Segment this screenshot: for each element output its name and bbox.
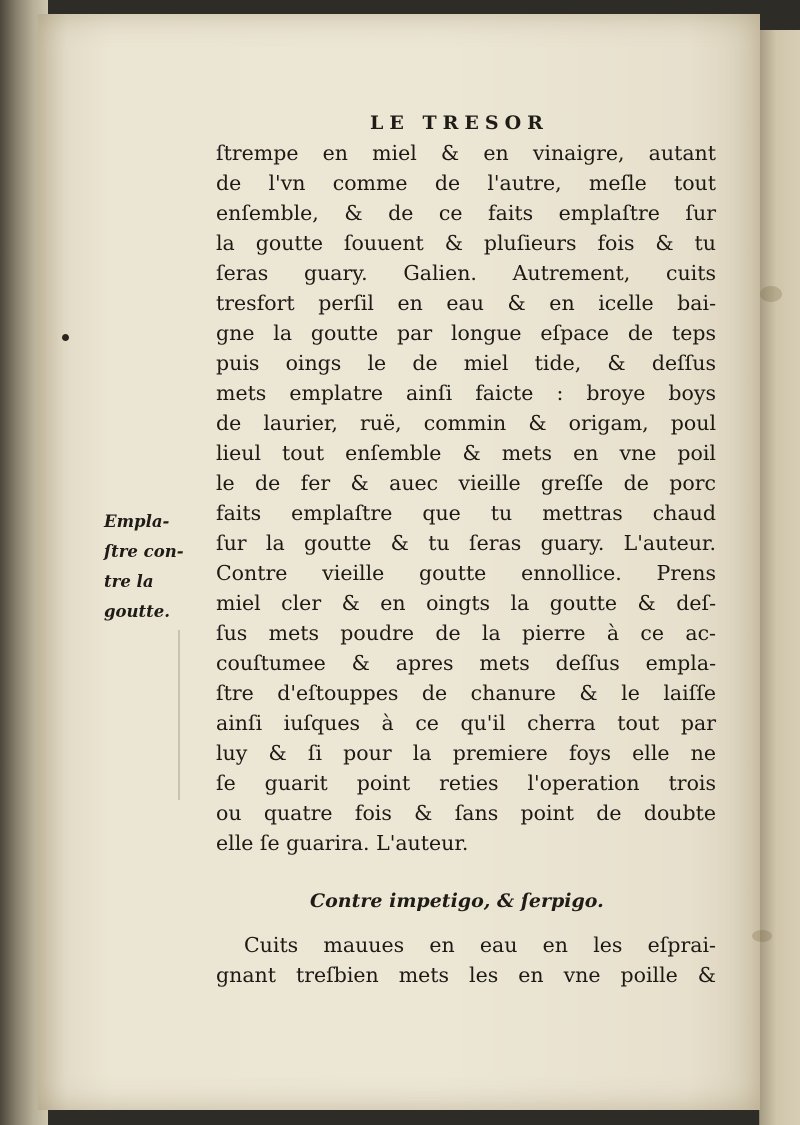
section-heading: Contre impetigo, & ſerpigo. xyxy=(310,890,604,912)
text-line: ou quatre fois & ſans point de doubte xyxy=(216,801,716,825)
text-line: lieul tout enſemble & mets en vne poil xyxy=(216,441,716,465)
paper-stain xyxy=(760,286,782,302)
facing-page-edge xyxy=(759,30,800,1125)
text-line: ſus mets poudre de la pierre à ce ac- xyxy=(216,621,716,645)
text-line: elle ſe guarira. L'auteur. xyxy=(216,831,469,855)
text-line: miel cler & en oingts la goutte & deſ- xyxy=(216,591,716,615)
text-line: de l'vn comme de l'autre, meſle tout xyxy=(216,171,716,195)
text-line: ſe guarit point reties l'operation trois xyxy=(216,771,716,795)
paper-stain xyxy=(752,930,772,942)
text-line: mets emplatre ainſi faicte : broye boys xyxy=(216,381,716,405)
text-line: de laurier, ruë, commin & origam, poul xyxy=(216,411,716,435)
faint-rule xyxy=(178,630,180,800)
text-line: luy & ſi pour la premiere foys elle ne xyxy=(216,741,716,765)
text-line: enſemble, & de ce faits emplaſtre ſur xyxy=(216,201,716,225)
marginal-note-line: tre la xyxy=(104,572,154,591)
text-line: gne la goutte par longue eſpace de teps xyxy=(216,321,716,345)
marginal-note xyxy=(104,507,204,627)
text-line: la goutte ſouuent & pluſieurs fois & tu xyxy=(216,231,716,255)
text-line: le de fer & auec vieille greſſe de porc xyxy=(216,471,716,495)
ink-dot xyxy=(62,334,69,341)
text-line: couſtumee & apres mets deſſus empla- xyxy=(216,651,716,675)
text-line: ainſi iuſques à ce qu'il cherra tout par xyxy=(216,711,716,735)
text-line: Cuits mauues en eau en les eſprai- xyxy=(244,933,716,957)
text-line: ſur la goutte & tu ſeras guary. L'auteur. xyxy=(216,531,716,555)
text-line: puis oings le de miel tide, & deſſus xyxy=(216,351,716,375)
text-line: ſeras guary. Galien. Autrement, cuits xyxy=(216,261,716,285)
marginal-note-line: ſtre con- xyxy=(104,542,184,561)
text-line: tresfort perſil en eau & en icelle bai- xyxy=(216,291,716,315)
running-head: LE TRESOR xyxy=(370,112,549,134)
text-line: ſtrempe en miel & en vinaigre, autant xyxy=(216,141,716,165)
marginal-note-line: goutte. xyxy=(104,602,171,621)
text-line: faits emplaſtre que tu mettras chaud xyxy=(216,501,716,525)
text-line: Contre vieille goutte ennollice. Prens xyxy=(216,561,716,585)
section-body xyxy=(216,930,716,990)
marginal-note-line: Empla- xyxy=(104,512,170,531)
body-text xyxy=(216,138,716,858)
text-line: gnant treſbien mets les en vne poille & xyxy=(216,963,716,987)
text-line: ſtre d'eſtouppes de chanure & le laiſſe xyxy=(216,681,716,705)
